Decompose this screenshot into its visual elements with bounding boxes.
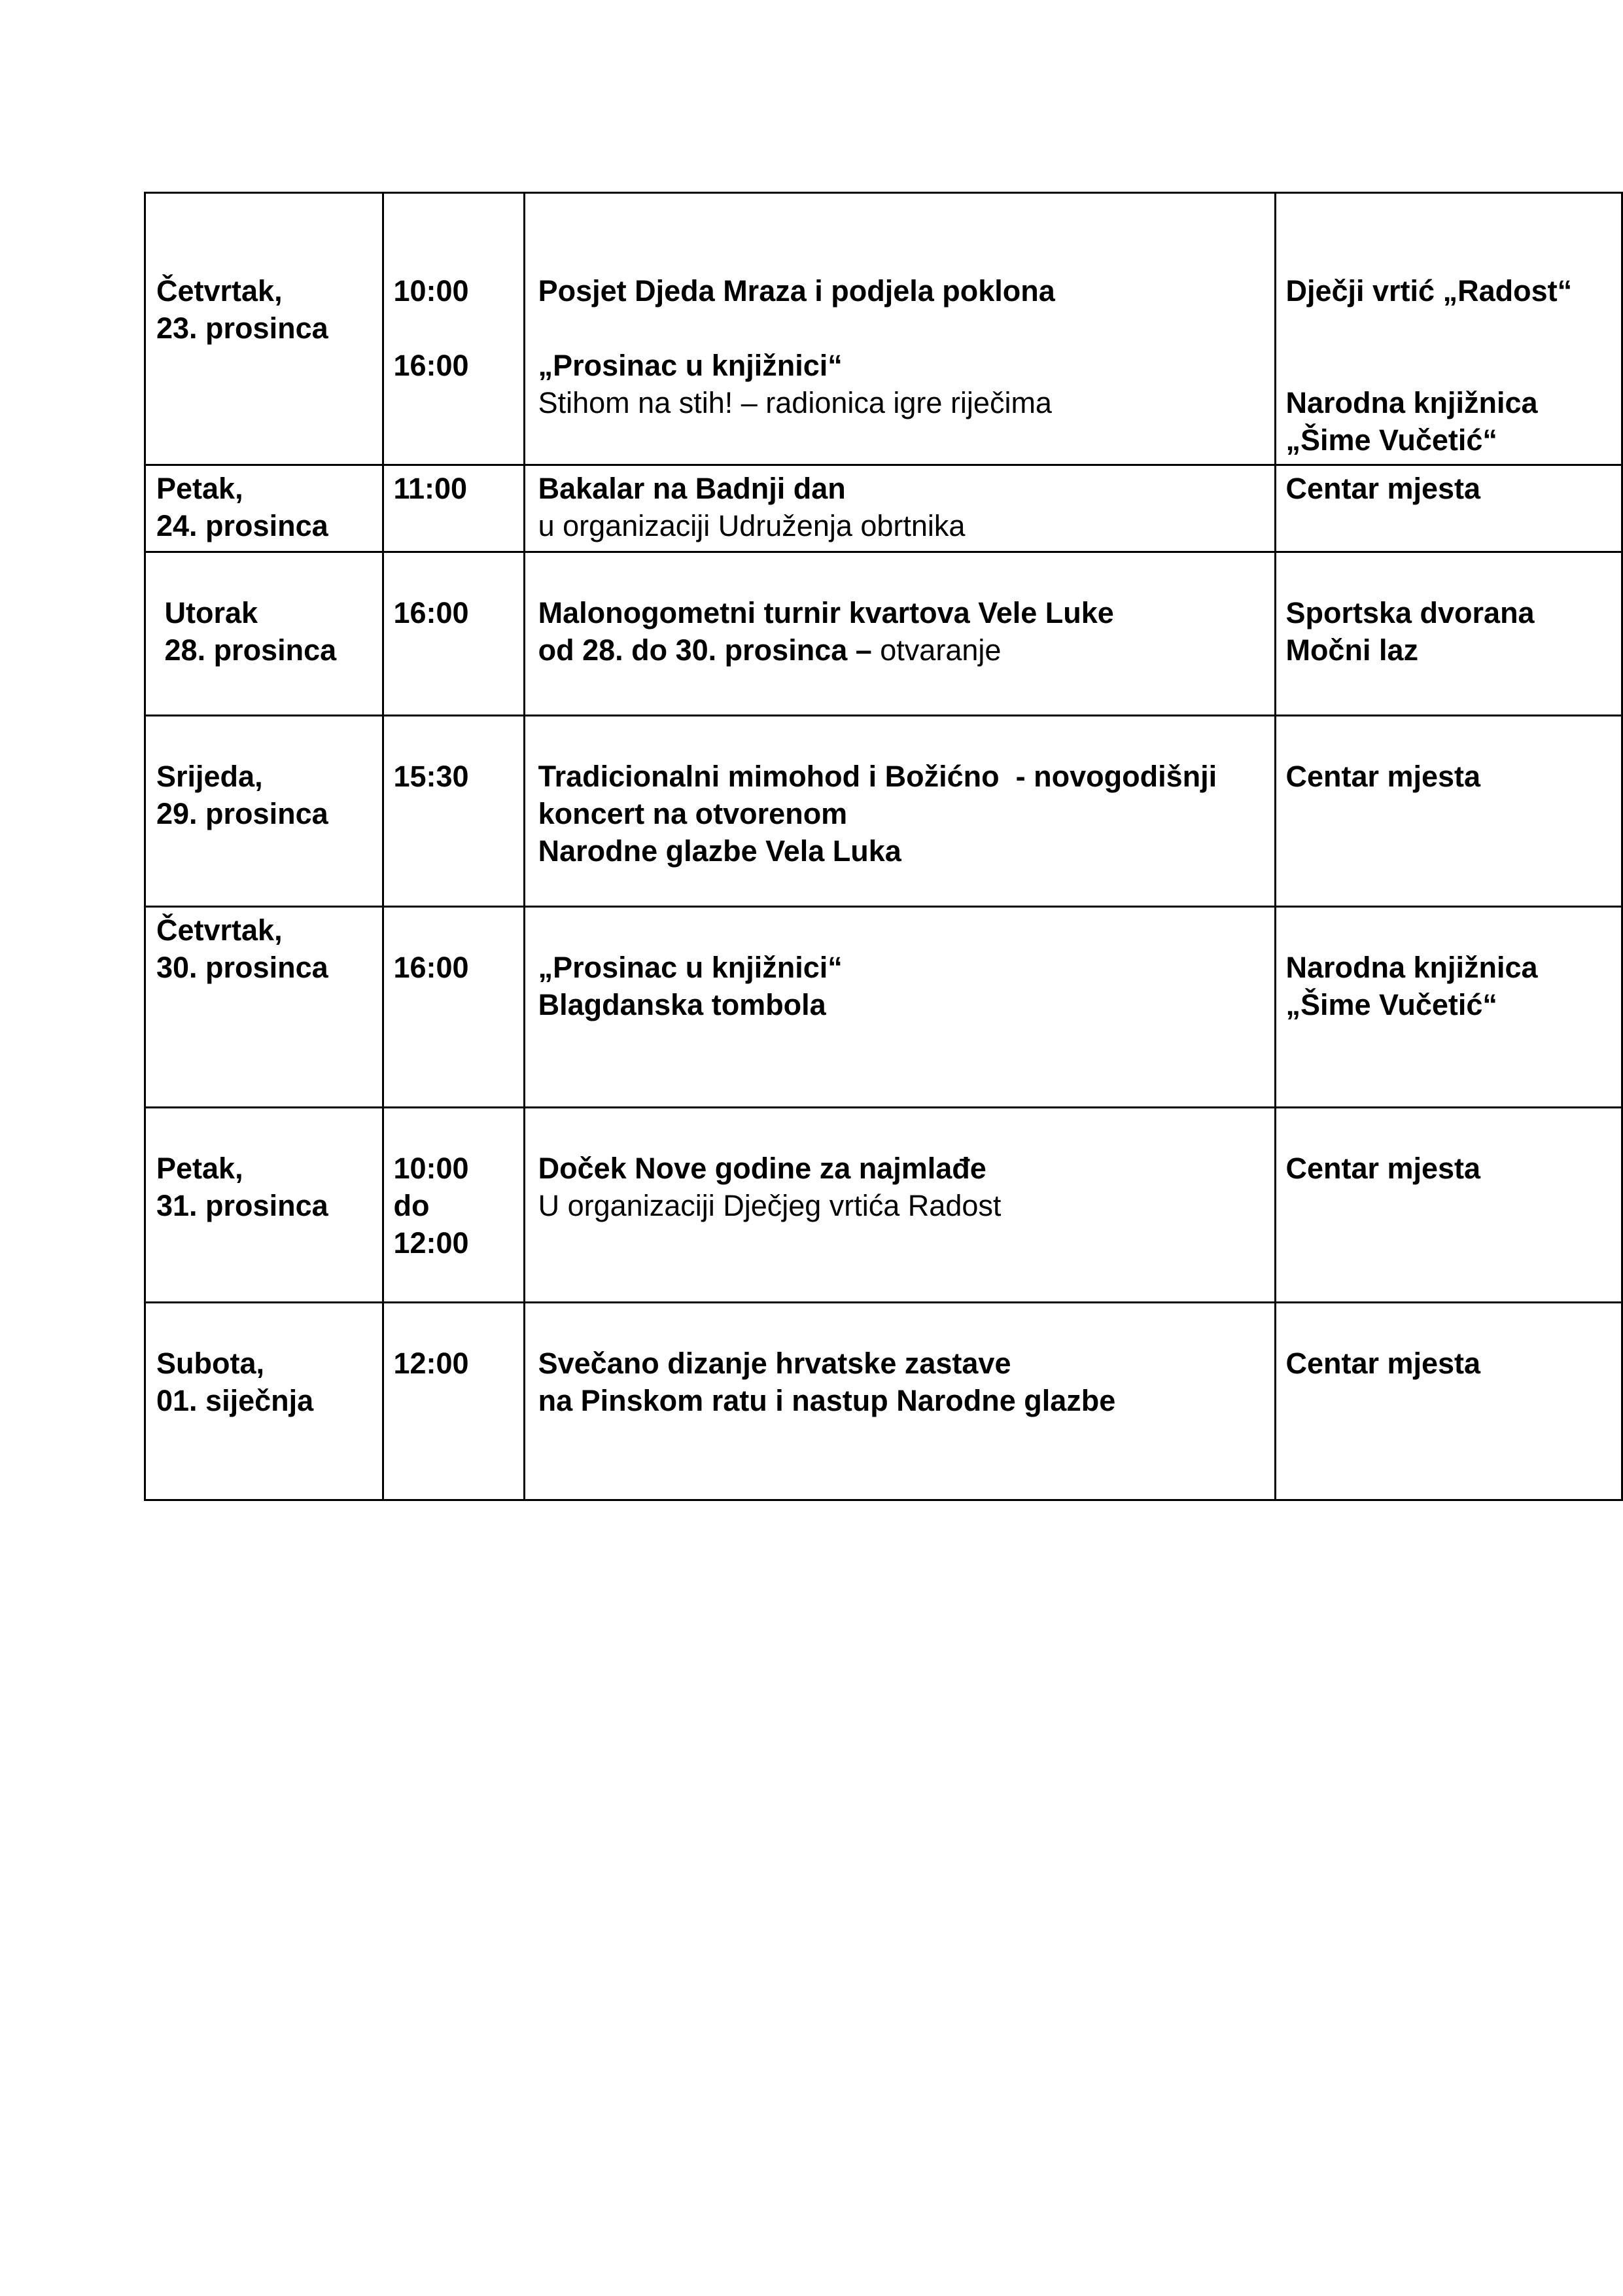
text-line xyxy=(393,720,517,758)
cell-time xyxy=(383,1108,524,1303)
text-segment: 10:00 xyxy=(393,1152,469,1185)
cell-location xyxy=(1276,465,1622,552)
text-segment: Sportska dvorana xyxy=(1285,596,1535,629)
cell-date xyxy=(145,1303,383,1500)
table-row xyxy=(145,465,1622,552)
text-line xyxy=(1285,421,1616,459)
table-row xyxy=(145,1108,1622,1303)
cell-event xyxy=(524,465,1276,552)
text-segment: Centar mjesta xyxy=(1285,760,1481,793)
text-segment: 24. prosinca xyxy=(156,509,328,542)
text-line xyxy=(393,309,517,347)
text-line xyxy=(1285,1345,1616,1382)
text-segment: Blagdanska tombola xyxy=(538,988,826,1021)
text-line xyxy=(393,470,517,507)
cell-location xyxy=(1276,1303,1622,1500)
text-segment: Narodna knjižnica xyxy=(1285,386,1538,419)
text-segment: Močni laz xyxy=(1285,633,1418,667)
text-segment: 30. prosinca xyxy=(156,951,328,984)
text-segment: „Šime Vučetić“ xyxy=(1285,423,1497,457)
text-segment: Četvrtak, xyxy=(156,274,283,308)
cell-event xyxy=(524,716,1276,907)
text-segment: na Pinskom ratu i nastup Narodne glazbe xyxy=(538,1384,1116,1417)
text-segment: Srijeda, xyxy=(156,760,263,793)
text-line xyxy=(538,1345,1270,1382)
text-segment: Svečano dizanje hrvatske zastave xyxy=(538,1347,1011,1380)
cell-date xyxy=(145,716,383,907)
text-line xyxy=(538,384,1270,421)
text-segment: 16:00 xyxy=(393,951,469,984)
text-segment: 23. prosinca xyxy=(156,311,328,345)
text-segment: 11:00 xyxy=(393,472,468,505)
text-line xyxy=(393,911,517,949)
text-line xyxy=(1285,594,1616,631)
cell-date xyxy=(145,1108,383,1303)
text-segment: Petak, xyxy=(156,472,243,505)
text-line xyxy=(538,758,1270,795)
text-line xyxy=(538,1150,1270,1187)
text-segment: Narodne glazbe Vela Luka xyxy=(538,834,901,868)
text-line xyxy=(538,235,1270,272)
text-line xyxy=(538,198,1270,235)
text-line xyxy=(1285,986,1616,1023)
cell-location xyxy=(1276,907,1622,1108)
cell-event xyxy=(524,193,1276,465)
table-row xyxy=(145,907,1622,1108)
text-line xyxy=(538,832,1270,870)
cell-time xyxy=(383,907,524,1108)
text-line xyxy=(156,949,377,986)
text-line xyxy=(538,911,1270,949)
cell-date xyxy=(145,907,383,1108)
text-segment: 31. prosinca xyxy=(156,1189,328,1222)
text-line xyxy=(156,507,377,544)
text-line xyxy=(538,272,1270,309)
text-line xyxy=(393,949,517,986)
text-line xyxy=(1285,1112,1616,1150)
text-line xyxy=(538,470,1270,507)
text-segment: Petak, xyxy=(156,1152,243,1185)
text-line xyxy=(1285,949,1616,986)
text-line xyxy=(156,235,377,272)
table-row xyxy=(145,716,1622,907)
text-segment: Tradicionalni mimohod i Božićno - novogodišnji xyxy=(538,760,1217,793)
cell-location xyxy=(1276,552,1622,716)
cell-time xyxy=(383,1303,524,1500)
text-line xyxy=(156,594,377,631)
text-line xyxy=(156,911,377,949)
cell-location xyxy=(1276,1108,1622,1303)
text-line xyxy=(393,235,517,272)
text-line xyxy=(538,949,1270,986)
text-line xyxy=(538,594,1270,631)
text-segment: Malonogometni turnir kvartova Vele Luke xyxy=(538,596,1114,629)
table-row xyxy=(145,552,1622,716)
text-line xyxy=(156,1345,377,1382)
text-line xyxy=(393,1150,517,1187)
text-segment: od 28. do 30. prosinca – xyxy=(538,633,881,667)
text-line xyxy=(538,347,1270,384)
cell-date xyxy=(145,193,383,465)
text-line xyxy=(538,795,1270,832)
text-line xyxy=(1285,309,1616,347)
cell-location xyxy=(1276,193,1622,465)
text-line xyxy=(1285,198,1616,235)
text-segment: U organizaciji Dječjeg vrtića Radost xyxy=(538,1189,1002,1222)
text-line xyxy=(393,1112,517,1150)
text-line xyxy=(156,272,377,309)
text-line xyxy=(156,1187,377,1224)
text-line xyxy=(538,631,1270,669)
text-line xyxy=(1285,911,1616,949)
text-line xyxy=(393,758,517,795)
text-segment: Utorak xyxy=(156,596,258,629)
cell-time xyxy=(383,716,524,907)
text-segment: Narodna knjižnica xyxy=(1285,951,1538,984)
cell-event xyxy=(524,552,1276,716)
text-line xyxy=(156,198,377,235)
text-segment: Bakalar na Badnji dan xyxy=(538,472,846,505)
text-line xyxy=(393,1345,517,1382)
table-row xyxy=(145,1303,1622,1500)
text-segment: u organizaciji Udruženja obrtnika xyxy=(538,509,966,542)
text-line xyxy=(156,470,377,507)
text-line xyxy=(1285,347,1616,384)
text-line xyxy=(393,1224,517,1262)
schedule-table-body xyxy=(145,193,1622,1500)
text-segment: Centar mjesta xyxy=(1285,472,1481,505)
text-line xyxy=(1285,1150,1616,1187)
text-line xyxy=(393,1307,517,1345)
text-line xyxy=(538,986,1270,1023)
text-line xyxy=(538,1307,1270,1345)
text-line xyxy=(538,1112,1270,1150)
text-segment: Centar mjesta xyxy=(1285,1152,1481,1185)
text-segment: Doček Nove godine za najmlađe xyxy=(538,1152,986,1185)
text-segment: 16:00 xyxy=(393,596,469,629)
text-line xyxy=(1285,720,1616,758)
text-line xyxy=(156,309,377,347)
text-segment: Posjet Djeda Mraza i podjela poklona xyxy=(538,274,1055,308)
text-line xyxy=(393,272,517,309)
text-segment: otvaranje xyxy=(880,633,1002,667)
text-line xyxy=(156,1112,377,1150)
cell-date xyxy=(145,552,383,716)
text-line xyxy=(538,720,1270,758)
cell-event xyxy=(524,1303,1276,1500)
text-segment: 29. prosinca xyxy=(156,797,328,830)
text-segment: 12:00 xyxy=(393,1226,469,1260)
text-segment: 10:00 xyxy=(393,274,469,308)
text-line xyxy=(1285,1307,1616,1345)
cell-time xyxy=(383,193,524,465)
text-line xyxy=(538,557,1270,594)
text-line xyxy=(393,1187,517,1224)
text-line xyxy=(156,557,377,594)
text-segment: 12:00 xyxy=(393,1347,469,1380)
text-segment: „Prosinac u knjižnici“ xyxy=(538,951,843,984)
text-line xyxy=(156,631,377,669)
cell-location xyxy=(1276,716,1622,907)
events-schedule-table xyxy=(144,192,1623,1501)
text-line xyxy=(156,720,377,758)
text-line xyxy=(538,1187,1270,1224)
text-segment: Dječji vrtić „Radost“ xyxy=(1285,274,1573,308)
text-line xyxy=(1285,758,1616,795)
text-line xyxy=(538,507,1270,544)
text-line xyxy=(1285,272,1616,309)
text-line xyxy=(538,1382,1270,1419)
text-segment: 15:30 xyxy=(393,760,469,793)
text-segment: 01. siječnja xyxy=(156,1384,314,1417)
text-segment: Četvrtak, xyxy=(156,913,283,947)
cell-event xyxy=(524,1108,1276,1303)
text-line xyxy=(156,1307,377,1345)
text-segment: Subota, xyxy=(156,1347,264,1380)
text-line xyxy=(156,758,377,795)
text-segment: 16:00 xyxy=(393,349,469,382)
text-segment: Stihom na stih! – radionica igre riječima xyxy=(538,386,1052,419)
cell-time xyxy=(383,552,524,716)
text-line xyxy=(393,198,517,235)
text-line xyxy=(156,1382,377,1419)
text-segment: do xyxy=(393,1189,430,1222)
text-segment: 28. prosinca xyxy=(156,633,337,667)
text-line xyxy=(1285,235,1616,272)
text-segment: „Šime Vučetić“ xyxy=(1285,988,1497,1021)
cell-time xyxy=(383,465,524,552)
text-line xyxy=(1285,631,1616,669)
text-line xyxy=(1285,557,1616,594)
text-line xyxy=(1285,384,1616,421)
text-segment: „Prosinac u knjižnici“ xyxy=(538,349,843,382)
text-line xyxy=(393,594,517,631)
text-segment: koncert na otvorenom xyxy=(538,797,848,830)
text-line xyxy=(156,1150,377,1187)
cell-date xyxy=(145,465,383,552)
table-row xyxy=(145,193,1622,465)
text-line xyxy=(393,347,517,384)
text-line xyxy=(538,309,1270,347)
text-line xyxy=(156,795,377,832)
text-line xyxy=(1285,470,1616,507)
text-line xyxy=(393,557,517,594)
text-segment: Centar mjesta xyxy=(1285,1347,1481,1380)
cell-event xyxy=(524,907,1276,1108)
